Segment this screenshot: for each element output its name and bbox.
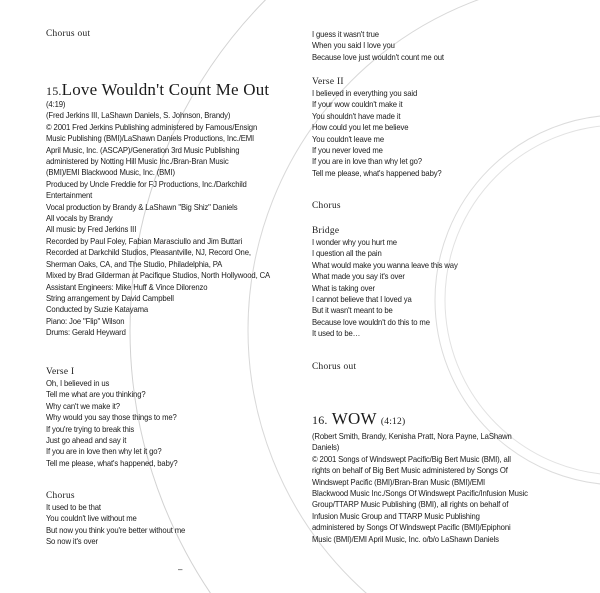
lyric-line: Why can't we make it? — [46, 400, 120, 411]
credit-line: All music by Fred Jerkins III — [46, 224, 137, 235]
lyric-line: What would make you wanna leave this way — [312, 259, 458, 270]
lyric-line: It used to be… — [312, 328, 361, 339]
verse-2-label: Verse II — [312, 77, 344, 87]
credit-line: Blackwood Music Inc./Songs Of Windswept Pacific/Infusion Music — [312, 488, 528, 499]
lyric-line: If your wow couldn't make it — [312, 99, 403, 110]
lyric-line: Because love wouldn't do this to me — [312, 316, 430, 327]
song-16-duration: (4:12) — [380, 417, 406, 427]
lyric-line: You couldn't live without me — [46, 513, 137, 524]
bridge-lyrics — [312, 237, 470, 340]
lyric-line: Why would you say those things to me? — [46, 412, 177, 423]
lyric-line: I cannot believe that I loved ya — [312, 294, 412, 305]
lyric-line: I guess it wasn't true — [312, 29, 379, 39]
chorus-label: Chorus — [312, 201, 341, 211]
lyric-line: What made you say it's over — [312, 271, 405, 282]
lyric-line: If you are in love than why let go? — [312, 156, 422, 167]
lyric-line: Because love just wouldn't count me out — [312, 51, 444, 62]
credit-line: Produced by Uncle Freddie for FJ Productions, Inc./Darkchild — [46, 178, 247, 189]
credit-line: (Fred Jerkins III, LaShawn Daniels, S. Johnson, Brandy) — [46, 110, 231, 121]
song-16-title — [312, 409, 405, 432]
credit-line: Music Publishing (BMI)/LaShawn Daniels Productions, Inc./EMI — [46, 133, 254, 144]
credit-line: Entertainment — [46, 190, 93, 201]
lyric-line: I wonder why you hurt me — [312, 237, 397, 247]
lyric-line: I believed in everything you said — [312, 88, 418, 98]
credit-line: Assistant Engineers: Mike Huff & Vince Dilorenzo — [46, 281, 208, 292]
credit-line: Infusion Music Group and TTARP Music Publishing — [312, 510, 480, 521]
credit-line: Recorded at Darkchild Studios, Pleasantville, NJ, Record One, — [46, 247, 251, 258]
credit-line: Daniels) — [312, 442, 340, 453]
credit-line: All vocals by Brandy — [46, 213, 113, 224]
verse-1-lyrics — [46, 378, 189, 469]
lyric-line: What is taking over — [312, 282, 375, 293]
lyric-line: Tell me please, what's happened, baby? — [46, 457, 178, 468]
bridge-label: Bridge — [312, 226, 340, 236]
lyric-line: Just go ahead and say it — [46, 435, 127, 446]
lyric-line: So now it's over — [46, 536, 98, 547]
lyric-line: You couldn't leave me — [312, 133, 384, 144]
verse-2-lyrics — [312, 88, 453, 179]
chorus-end-lyrics — [312, 29, 455, 63]
credit-line: April Music, Inc. (ASCAP)/Generation 3rd Music Publishing — [46, 144, 240, 155]
credit-line: rights on behalf of Big Bert Music administered by Songs Of — [312, 465, 508, 476]
credit-line: administered by Songs Of Windswept Pacific (BMI)/Epiphoni — [312, 522, 511, 533]
song-16-title-text: WOW — [331, 409, 377, 428]
chorus-lyrics — [46, 502, 197, 548]
lyric-line: If you never loved me — [312, 145, 383, 156]
song-15-number: 15. — [46, 84, 62, 98]
lyric-line: But now you think you're better without me — [46, 524, 186, 535]
verse-1-label: Verse I — [46, 367, 75, 377]
lyric-line: You shouldn't have made it — [312, 110, 401, 121]
credit-line: © 2001 Songs of Windswept Pacific/Big Bert Music (BMI), all — [312, 453, 511, 464]
credit-line: Windswept Pacific (BMI)/Bran-Bran Music (BMI)/EMI — [312, 476, 486, 487]
chorus-out-label: Chorus out — [46, 29, 91, 39]
credit-line: administered by Notting Hill Music Inc./Bran-Bran Music — [46, 156, 229, 167]
page-dash: – — [178, 565, 183, 574]
credit-line: Conducted by Suzie Katayama — [46, 304, 149, 315]
song-16-number: 16. — [312, 413, 328, 427]
credit-line: (4:19) — [46, 99, 66, 109]
song-15-title-text: Love Wouldn't Count Me Out — [61, 80, 270, 99]
song-15-credits — [46, 99, 289, 339]
chorus-out-label: Chorus out — [312, 362, 357, 372]
credit-line: (BMI)/EMI Blackwood Music, Inc. (BMI) — [46, 167, 175, 178]
lyric-line: When you said I love you — [312, 40, 395, 51]
lyric-line: How could you let me believe — [312, 122, 409, 133]
credit-line: Drums: Gerald Heyward — [46, 327, 126, 338]
credit-line: © 2001 Fred Jerkins Publishing administered by Famous/Ensign — [46, 121, 258, 132]
credit-line: Recorded by Paul Foley, Fabian Marasciullo and Jim Buttari — [46, 235, 243, 246]
lyric-line: If you're trying to break this — [46, 423, 135, 434]
credit-line: Sherman Oaks, CA, and The Studio, Philadelphia, PA — [46, 258, 223, 269]
lyric-line: Tell me please, what's happened baby? — [312, 167, 442, 178]
song-16-credits — [312, 431, 547, 545]
chorus-label: Chorus — [46, 491, 75, 501]
lyric-line: Tell me what are you thinking? — [46, 389, 146, 400]
credit-line: Mixed by Brad Gilderman at Pacifique Studios, North Hollywood, CA — [46, 270, 271, 281]
credit-line: Piano: Joe "Flip" Wilson — [46, 315, 125, 326]
credit-line: Vocal production by Brandy & LaShawn "Big Shiz" Daniels — [46, 201, 238, 212]
credit-line: (Robert Smith, Brandy, Kenisha Pratt, Nora Payne, LaShawn — [312, 431, 512, 441]
credit-line: Group/TTARP Music Publishing (BMI), all rights on behalf of — [312, 499, 509, 510]
lyric-line: If you are in love then why let it go? — [46, 446, 162, 457]
lyric-line: But it wasn't meant to be — [312, 305, 393, 316]
lyric-line: It used to be that — [46, 502, 101, 512]
song-15-title — [46, 80, 269, 101]
lyric-line: Oh, I believed in us — [46, 378, 110, 388]
credit-line: String arrangement by David Campbell — [46, 292, 174, 303]
credit-line: Music (BMI)/EMI April Music, Inc. o/b/o LaShawn Daniels — [312, 533, 499, 544]
lyric-line: I question all the pain — [312, 248, 382, 259]
